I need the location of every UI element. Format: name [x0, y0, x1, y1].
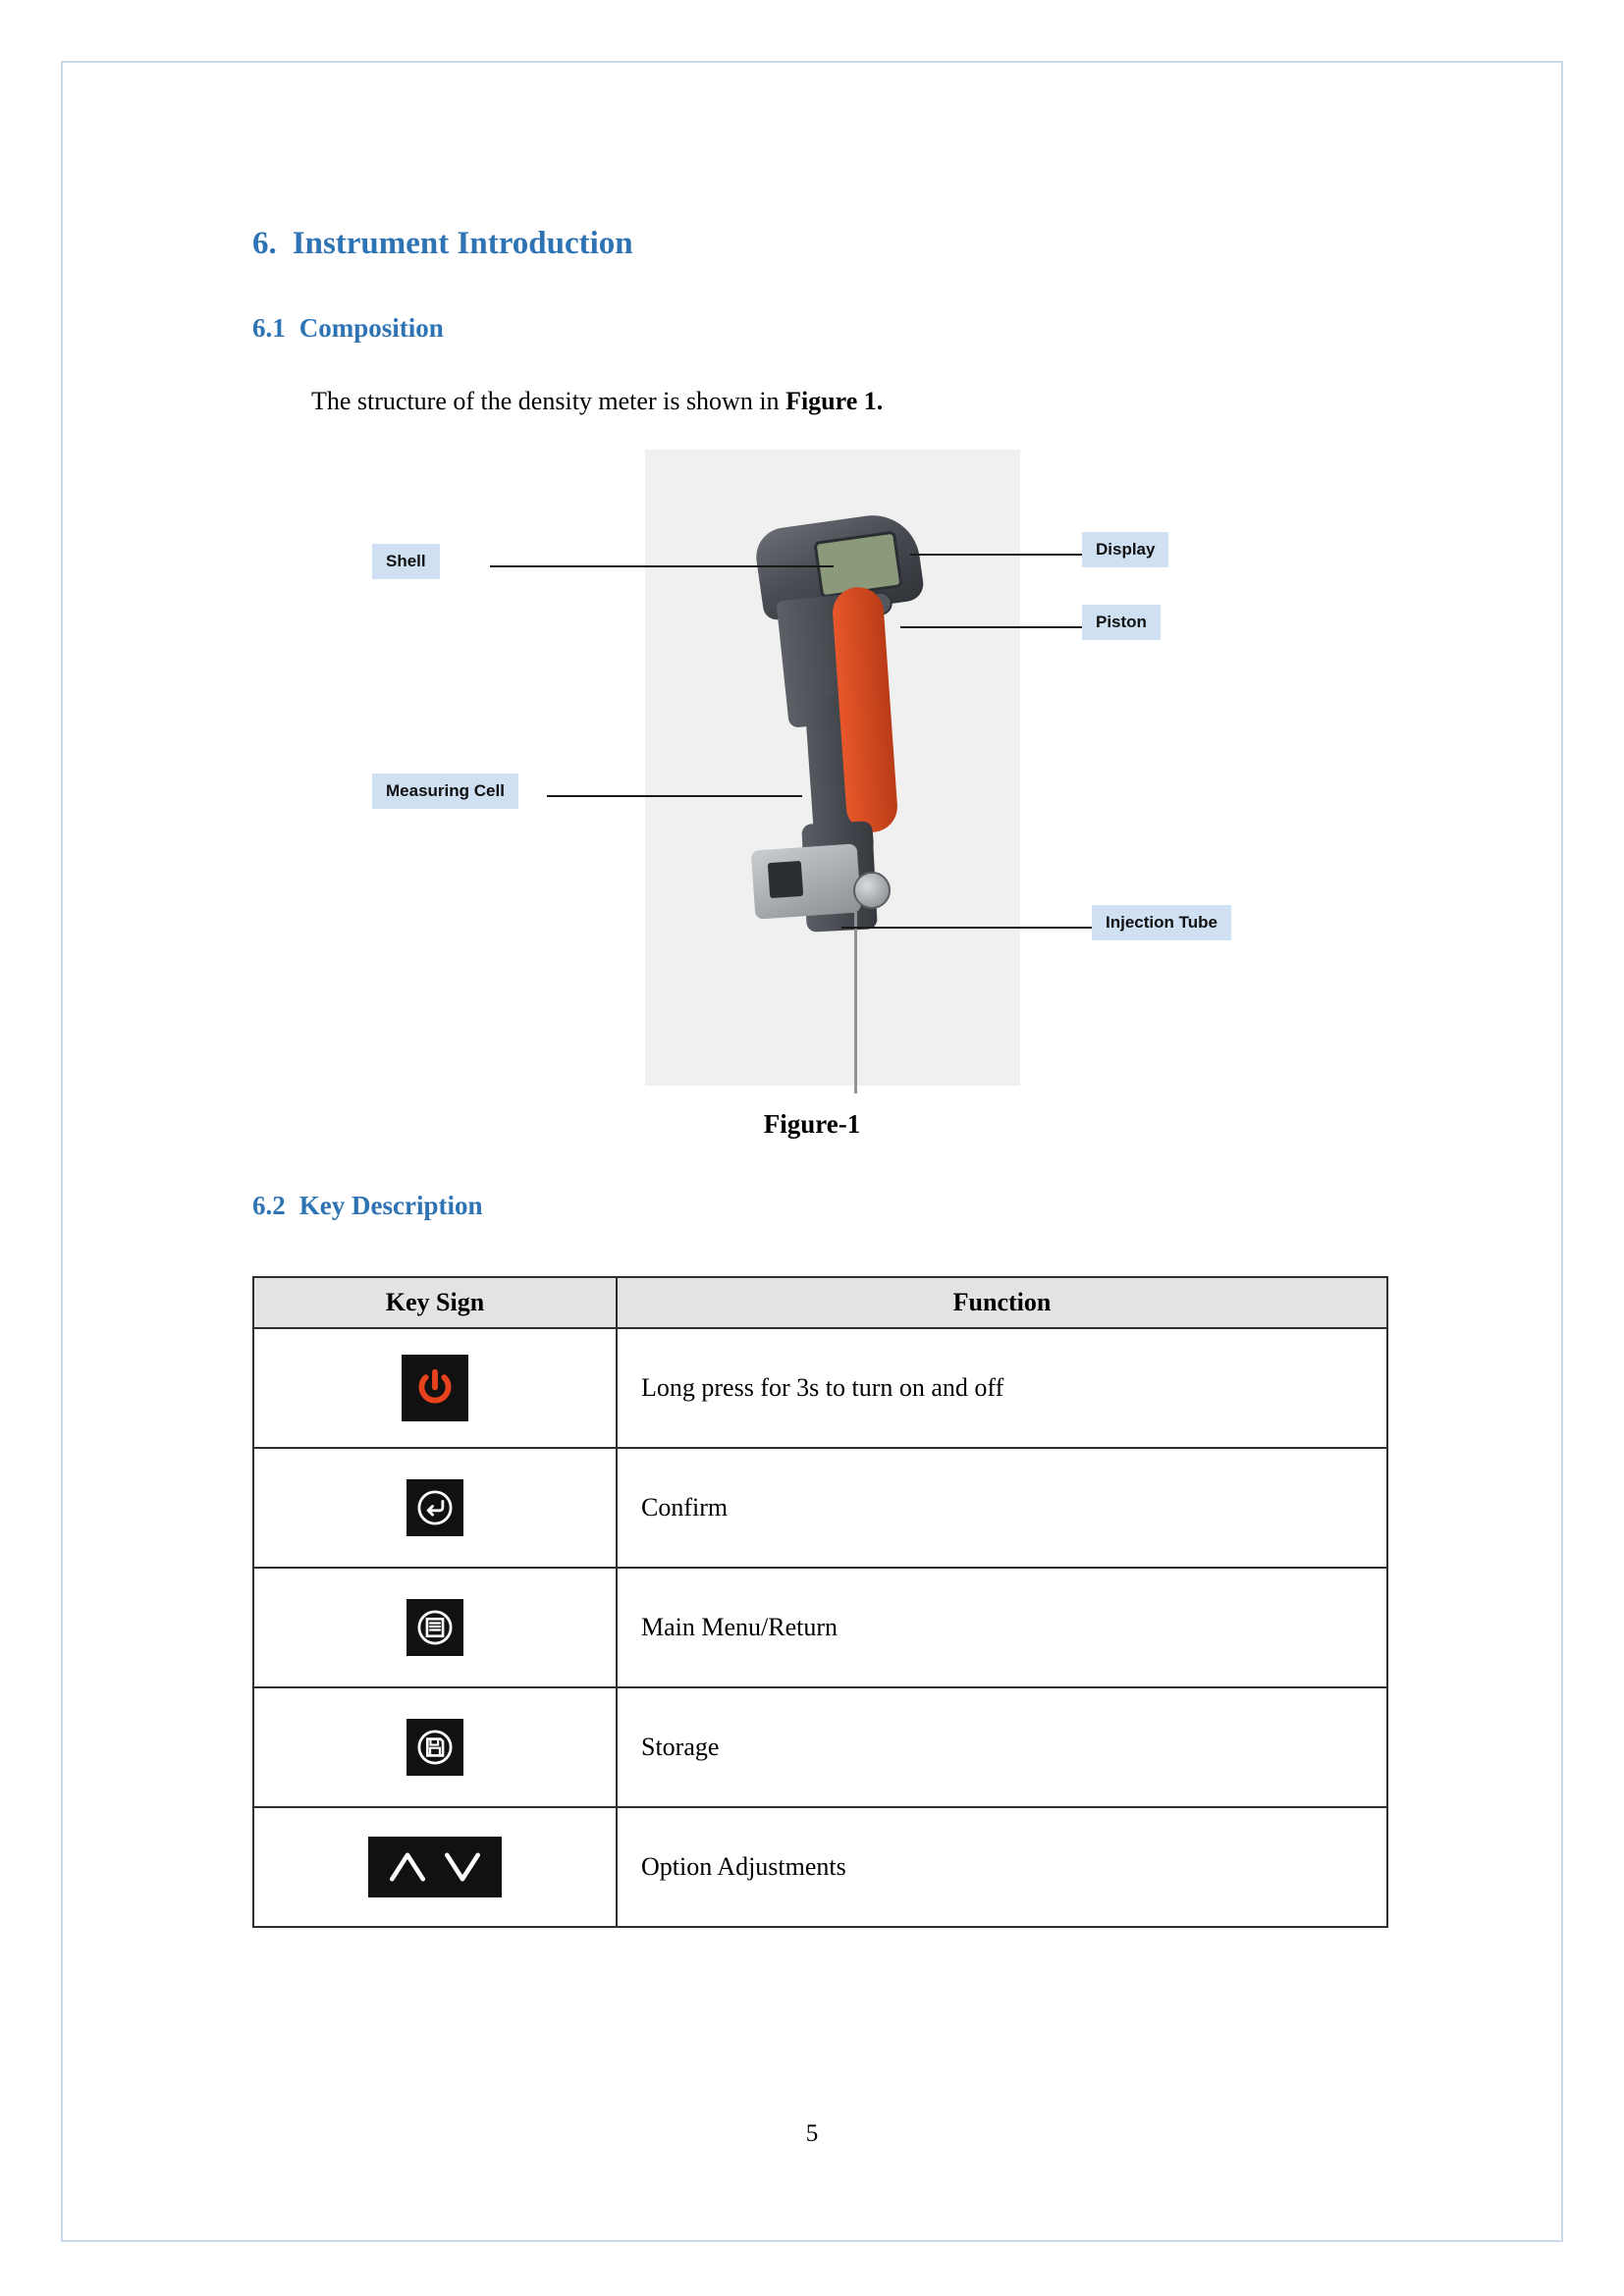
table-row	[253, 1687, 1387, 1807]
key-sign-cell	[253, 1807, 617, 1927]
table-header-row	[253, 1277, 1387, 1328]
function-cell: Storage	[617, 1687, 1387, 1807]
composition-paragraph	[311, 387, 1504, 416]
callout-piston: Piston	[1082, 605, 1161, 640]
function-cell: Option Adjustments	[617, 1807, 1387, 1927]
figure-caption: Figure-1	[763, 1109, 861, 1139]
section-number: 6.	[252, 226, 277, 261]
key-sign-cell	[253, 1448, 617, 1568]
leader-line-piston	[900, 626, 1082, 628]
device-knob	[853, 872, 891, 909]
device-injection-tube	[854, 909, 857, 1094]
enter-icon	[406, 1479, 463, 1536]
paragraph-text: The structure of the density meter is shown in	[311, 387, 786, 415]
leader-line-injection-tube	[841, 927, 1092, 929]
callout-display: Display	[1082, 532, 1168, 567]
page-number: 5	[805, 2120, 819, 2147]
subsection-number: 6.1	[252, 313, 286, 343]
subsection-number: 6.2	[252, 1191, 286, 1220]
figure-1	[321, 450, 1303, 1088]
menu-icon	[406, 1599, 463, 1656]
subsection-title: Key Description	[298, 1191, 483, 1220]
callout-shell: Shell	[372, 544, 440, 579]
subsection-heading-composition	[252, 313, 1504, 344]
key-description-table	[252, 1276, 1388, 1928]
callout-injection-tube: Injection Tube	[1092, 905, 1231, 940]
key-sign-cell	[253, 1687, 617, 1807]
key-sign-cell	[253, 1568, 617, 1687]
power-icon	[402, 1355, 468, 1421]
column-header-key-sign: Key Sign	[253, 1277, 617, 1328]
subsection-heading-key-description	[252, 1191, 1504, 1221]
function-cell: Main Menu/Return	[617, 1568, 1387, 1687]
save-icon	[406, 1719, 463, 1776]
section-title: Instrument Introduction	[292, 226, 633, 261]
device-measuring-cell	[751, 843, 862, 919]
function-cell: Long press for 3s to turn on and off	[617, 1328, 1387, 1448]
table-row	[253, 1328, 1387, 1448]
callout-measuring-cell: Measuring Cell	[372, 774, 518, 809]
column-header-function: Function	[617, 1277, 1387, 1328]
page-content	[61, 128, 1563, 2242]
paragraph-figure-ref: Figure 1.	[785, 387, 884, 415]
device-measuring-cell-slot	[768, 861, 803, 898]
leader-line-display	[910, 554, 1082, 556]
function-cell: Confirm	[617, 1448, 1387, 1568]
table-row	[253, 1568, 1387, 1687]
key-sign-cell	[253, 1328, 617, 1448]
leader-line-measuring-cell	[547, 795, 802, 797]
leader-line-shell	[490, 565, 834, 567]
subsection-title: Composition	[298, 313, 444, 343]
up-down-arrows-icon	[368, 1837, 502, 1897]
section-heading	[252, 226, 1504, 262]
table-row	[253, 1448, 1387, 1568]
table-row	[253, 1807, 1387, 1927]
